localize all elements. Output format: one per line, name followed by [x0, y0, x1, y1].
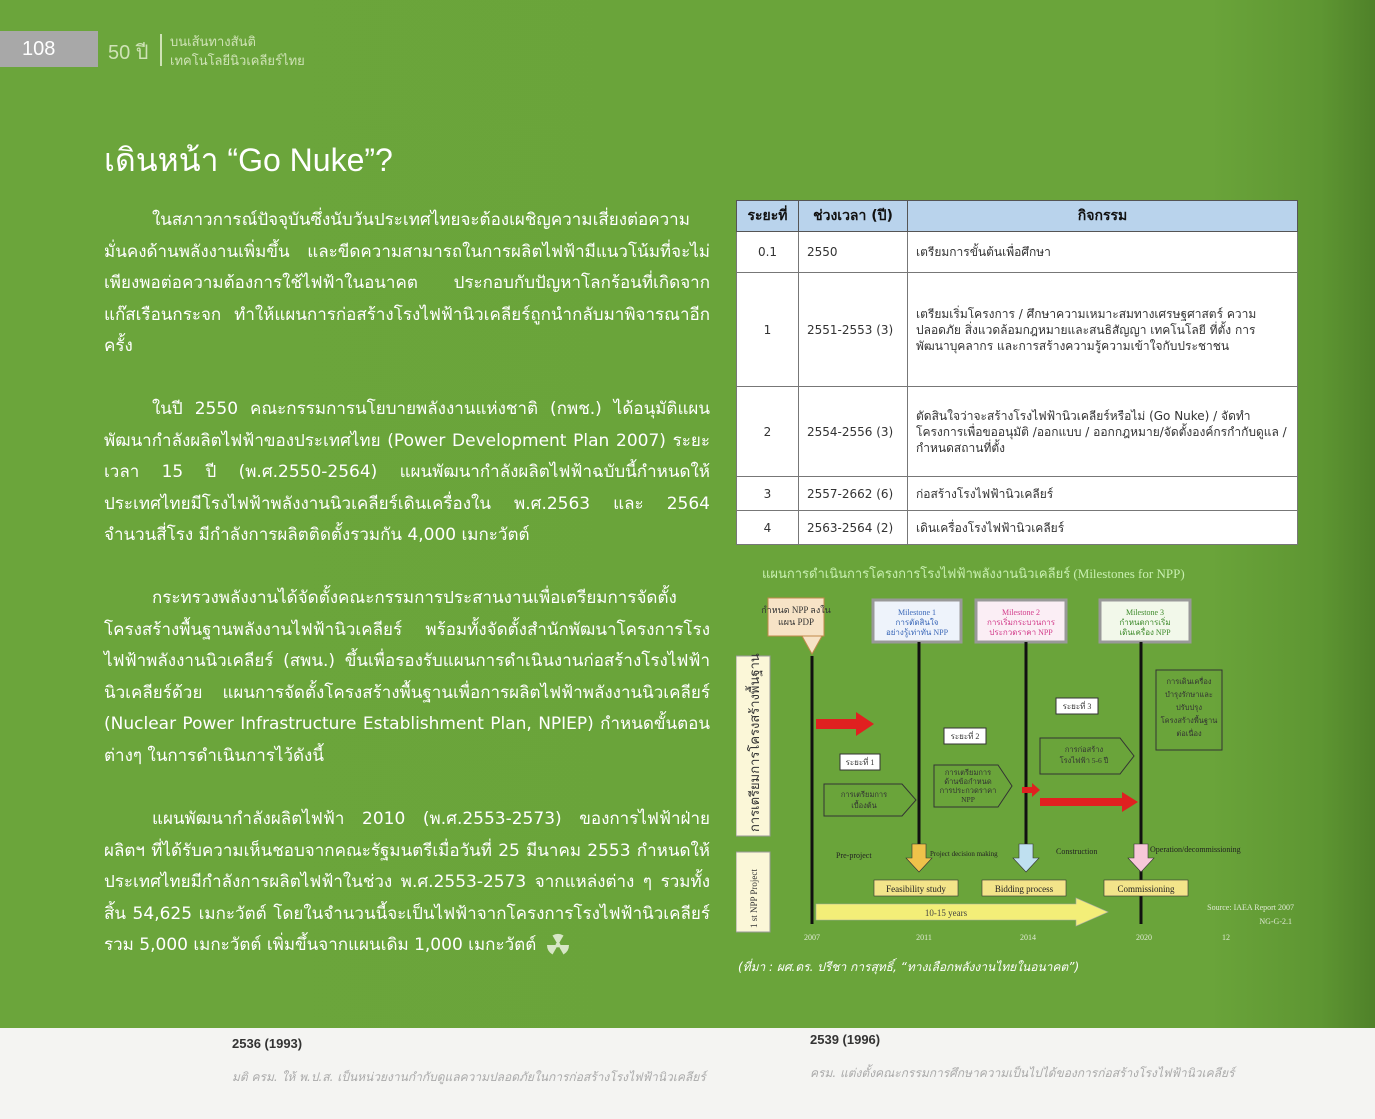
operation-note: โครงสร้างพื้นฐาน [1160, 716, 1218, 725]
milestone-line: เดินเครื่อง NPP [1119, 628, 1171, 637]
phase-2-note: NPP [961, 795, 975, 804]
period-cell: 2557-2662 (6) [799, 477, 908, 511]
commissioning-label: Commissioning [1117, 884, 1175, 894]
phase-2-label: ระยะที่ 2 [950, 732, 980, 741]
feasibility-arrow [906, 844, 932, 872]
phase-1-note-arrow [824, 784, 916, 816]
period-cell: 2551-2553 (3) [799, 273, 908, 387]
duration-label: 10-15 years [924, 908, 968, 918]
table-header-row [737, 201, 1298, 232]
diagram-caption: (ที่มา : ผศ.ดร. ปรีชา การสุทธิ์, “ทางเลือกพลังงานไทยในอนาคต”) [738, 960, 1080, 974]
stage-label: Operation/decommissioning [1150, 845, 1241, 854]
footer-year: 2536 (1993) [232, 1036, 303, 1051]
diagram-title: แผนการดำเนินการโครงการโรงไฟฟ้าพลังงานนิวเคลียร์ (Milestones for NPP) [762, 566, 1185, 581]
milestone-label: Milestone 3 [1126, 608, 1164, 617]
phase-cell: 1 [737, 273, 799, 387]
diagram-source: Source: IAEA Report 2007 [1207, 903, 1294, 912]
phase-2-note: ด้านข้อกำหนด [944, 777, 992, 786]
phase-cell: 0.1 [737, 232, 799, 273]
operation-note: ต่อเนื่อง [1176, 729, 1202, 738]
table-row [737, 232, 1298, 273]
activity-cell: เตรียมเริ่มโครงการ / ศึกษาความเหมาะสมทางเศรษฐศาสตร์ ความปลอดภัย สิ่งแวดล้อมกฎหมายและสนธิสัญญา เทคโนโลยี ที่ตั้ง การพัฒนาบุคลากร และการสร้างความรู้ความเข้าใจกับประชาชน [908, 273, 1298, 387]
red-arrow [1040, 792, 1138, 812]
paragraph-4: แผนพัฒนากำลังผลิตไฟฟ้า 2010 (พ.ศ.2553-2573) ของการไฟฟ้าฝ่ายผลิตฯ ที่ได้รับความเห็นชอบจากคณะรัฐมนตรีเมื่อวันที่ 25 มีนาคม 2553 กำหนดให้ประเทศไทยมีกำลังการผลิตไฟฟ้าในช่วง พ.ศ.2553-2573 จากแหล่งต่าง ๆ รวมทั้งสิ้น 54,625 เมกะวัตต์ โดยในจำนวนนี้จะเป็นไฟฟ้าจากโครงการโรงไฟฟ้านิวเคลียร์รวม 5,000 เมกะวัตต์ เพิ่มขึ้นจากแผนเดิม 1,000 เมกะวัตต์ [104, 809, 710, 955]
period-cell: 2563-2564 (2) [799, 511, 908, 545]
column-header: กิจกรรม [908, 201, 1298, 232]
year-label: 2014 [1020, 933, 1036, 942]
pdp-line: แผน PDP [778, 617, 814, 627]
phase-3-label: ระยะที่ 3 [1062, 702, 1092, 711]
milestone-line: การเริ่มกระบวนการ [986, 618, 1056, 627]
header-divider [160, 34, 162, 66]
activity-cell: ตัดสินใจว่าจะสร้างโรงไฟฟ้านิวเคลียร์หรือไม่ (Go Nuke) / จัดทำโครงการเพื่อขออนุมัติ /ออกแบบ / ออกกฎหมาย/จัดตั้งองค์กรกำกับดูแล / กำหนดสถานที่ตั้ง [908, 387, 1298, 477]
period-cell: 2554-2556 (3) [799, 387, 908, 477]
pdp-arrow [802, 636, 822, 654]
milestone-line: ประกวดราคา NPP [989, 628, 1053, 637]
activity-cell: เดินเครื่องโรงไฟฟ้านิวเคลียร์ [908, 511, 1298, 545]
milestone-label: Milestone 1 [898, 608, 936, 617]
milestone-line: อย่างรู้เท่าทัน NPP [885, 628, 949, 637]
operation-note: การเดินเครื่อง [1166, 677, 1212, 686]
paragraph-1: ในสภาวการณ์ปัจจุบันซึ่งนับวันประเทศไทยจะต้องเผชิญความเสี่ยงต่อความมั่นคงด้านพลังงานเพิ่มขึ้น และขีดความสามารถในการผลิตไฟฟ้ามีแนวโน้มที่จะไม่เพียงพอต่อความต้องการใช้ไฟฟ้าในอนาคต ประกอบกับปัญหาโลกร้อนที่เกิดจากแก๊สเรือนกระจก ทำให้แผนการก่อสร้างโรงไฟฟ้านิวเคลียร์ถูกนำกลับมาพิจารณาอีกครั้ง [104, 210, 710, 356]
year-label: 2007 [804, 933, 820, 942]
milestones-diagram [736, 562, 1298, 954]
bidding-label: Bidding process [994, 884, 1054, 894]
feasibility-label: Feasibility study [886, 884, 946, 894]
footer-year: 2539 (1996) [810, 1032, 881, 1047]
phase-cell: 3 [737, 477, 799, 511]
activity-cell: เตรียมการขั้นต้นเพื่อศึกษา [908, 232, 1298, 273]
footer-text: ครม. แต่งตั้งคณะกรรมการศึกษาความเป็นไปได้ของการก่อสร้างโรงไฟฟ้านิวเคลียร์ [810, 1066, 1235, 1080]
phase-3-note: การก่อสร้าง [1064, 745, 1104, 754]
column-header: ช่วงเวลา (ปี) [799, 201, 908, 232]
operation-note: ปรับปรุง [1175, 703, 1203, 712]
header-subtitle-1: บนเส้นทางสันติ [170, 34, 256, 49]
table-row [737, 273, 1298, 387]
paragraph-2: ในปี 2550 คณะกรรมการนโยบายพลังงานแห่งชาติ (กพช.) ได้อนุมัติแผนพัฒนากำลังผลิตไฟฟ้าของประเทศไทย (Power Development Plan 2007) ระยะเวลา 15 ปี (พ.ศ.2550-2564) แผนพัฒนากำลังผลิตไฟฟ้าฉบับนี้กำหนดให้ประเทศไทยมีโรงไฟฟ้าพลังงานนิวเคลียร์เดินเครื่องใน พ.ศ.2563 และ 2564 จำนวนสี่โรง มีกำลังการผลิตติดตั้งรวมกัน 4,000 เมกะวัตต์ [104, 399, 710, 545]
table-row [737, 511, 1298, 545]
year-extra: 12 [1222, 933, 1230, 942]
operation-note: บำรุงรักษาและ [1165, 690, 1213, 699]
article-title: เดินหน้า “Go Nuke”? [104, 142, 393, 178]
radiation-icon [546, 933, 570, 957]
milestone-label: Milestone 2 [1002, 608, 1040, 617]
phase-2-note: การประกวดราคา [939, 786, 997, 795]
side-label-top: การเตรียมการโครงสร้างพื้นฐาน [748, 653, 763, 832]
phase-cell: 2 [737, 387, 799, 477]
table-row [737, 387, 1298, 477]
period-cell: 2550 [799, 232, 908, 273]
red-arrow [816, 712, 874, 736]
header-subtitle-2: เทคโนโลยีนิวเคลียร์ไทย [170, 53, 305, 68]
activity-cell: ก่อสร้างโรงไฟฟ้านิวเคลียร์ [908, 477, 1298, 511]
column-header: ระยะที่ [737, 201, 799, 232]
stage-label: Project decision making [930, 850, 998, 858]
pdp-line: กำหนด NPP ลงใน [761, 605, 831, 615]
year-label: 2011 [916, 933, 932, 942]
year-label: 2020 [1136, 933, 1152, 942]
phase-2-note: การเตรียมการ [944, 768, 992, 777]
milestone-line: กำหนดการเริ่ม [1119, 618, 1171, 627]
phase-1-label: ระยะที่ 1 [845, 758, 875, 767]
footer-text: มติ ครม. ให้ พ.ป.ส. เป็นหน่วยงานกำกับดูแลความปลอดภัยในการก่อสร้างโรงไฟฟ้านิวเคลียร์ [232, 1070, 706, 1084]
table-row [737, 477, 1298, 511]
phase-cell: 4 [737, 511, 799, 545]
side-label-bottom: 1 st NPP Project [749, 869, 759, 928]
page-number: 108 [0, 31, 98, 67]
phase-table [736, 200, 1298, 545]
phase-3-note: โรงไฟฟ้า 5-6 ปี [1059, 756, 1109, 765]
phase-1-note: การเตรียมการ [840, 790, 888, 799]
diagram-ref: NG-G-2.1 [1259, 917, 1292, 926]
paragraph-3: กระทรวงพลังงานได้จัดตั้งคณะกรรมการประสานงานเพื่อเตรียมการจัดตั้งโครงสร้างพื้นฐานพลังงานไฟฟ้านิวเคลียร์ พร้อมทั้งจัดตั้งสำนักพัฒนาโครงการโรงไฟฟ้าพลังงานนิวเคลียร์ (สพน.) ขึ้นเพื่อรองรับแผนการดำเนินงานก่อสร้างโรงไฟฟ้านิวเคลียร์ด้วย แผนการจัดตั้งโครงสร้างพื้นฐานเพื่อการผลิตไฟฟ้าพลังงานนิวเคลียร์ (Nuclear Power Infrastructure Establishment Plan, NPIEP) กำหนดขั้นตอนต่างๆ ในการดำเนินการไว้ดังนี้ [104, 588, 710, 766]
stage-label: Construction [1056, 847, 1098, 856]
bidding-arrow [1013, 844, 1039, 872]
phase-1-note: เบื้องต้น [851, 801, 877, 810]
series-label: 50 ปี [108, 42, 149, 64]
milestone-line: การตัดสินใจ [895, 618, 939, 627]
stage-label: Pre-project [836, 851, 872, 860]
